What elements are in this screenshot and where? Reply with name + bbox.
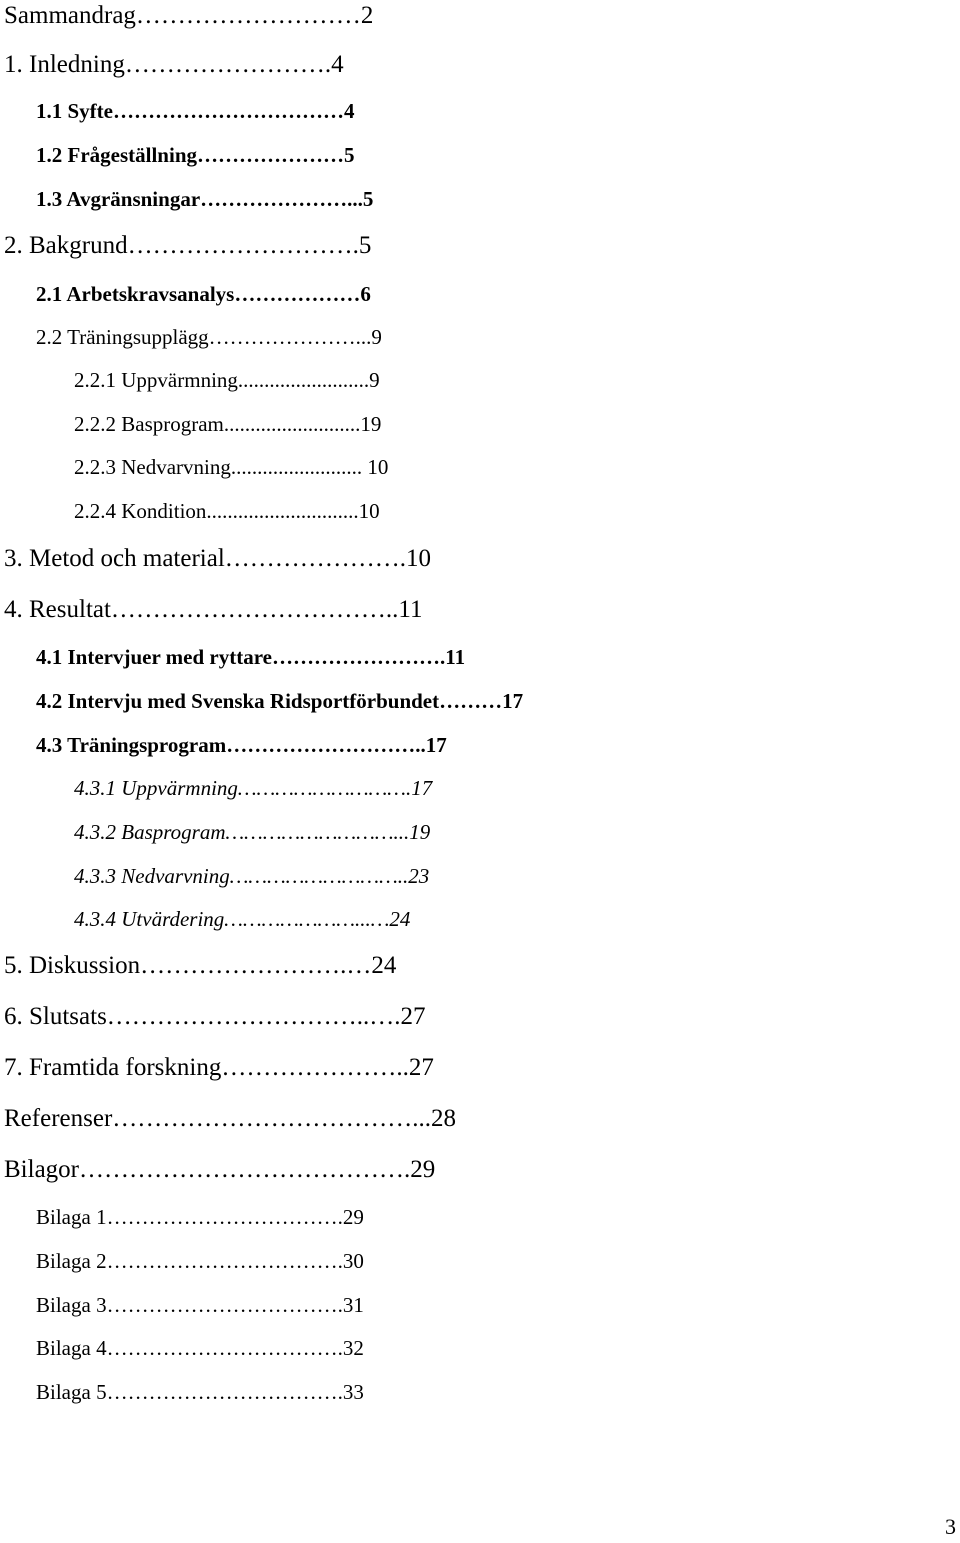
- page-number: 3: [945, 1514, 956, 1539]
- toc-entry-referenser: Referenser………………………………...28: [4, 1105, 457, 1132]
- toc-entry-bilaga-1: Bilaga 1…………………………….29: [36, 1205, 364, 1229]
- toc-entry-uppvarmning: 2.2.1 Uppvärmning.........................9: [74, 368, 380, 392]
- toc-entry-diskussion: 5. Diskussion…………………….…24: [4, 952, 397, 979]
- toc-entry-utvardering: 4.3.4 Utvärdering…………………...…24: [74, 907, 411, 931]
- toc-entry-intervju-srf: 4.2 Intervju med Svenska Ridsportförbundet………17: [36, 689, 524, 713]
- toc-entry-arbetskravsanalys: 2.1 Arbetskravsanalys………………6: [36, 282, 371, 306]
- toc-entry-fragestallning: 1.2 Frågeställning…………………5: [36, 143, 355, 167]
- toc-entry-uppvarmning-2: 4.3.1 Uppvärmning……………………….17: [74, 776, 433, 800]
- toc-entry-bakgrund: 2. Bakgrund……………………….5: [4, 232, 372, 259]
- toc-entry-metod: 3. Metod och material………………….10: [4, 545, 432, 572]
- toc-entry-traningsprogram: 4.3 Träningsprogram………………………..17: [36, 733, 447, 757]
- toc-entry-intervjuer: 4.1 Intervjuer med ryttare…………………….11: [36, 645, 466, 669]
- toc-entry-framtida: 7. Framtida forskning…………………..27: [4, 1054, 434, 1081]
- toc-entry-kondition: 2.2.4 Kondition.............................10: [74, 499, 380, 523]
- toc-entry-bilaga-4: Bilaga 4…………………………….32: [36, 1336, 364, 1360]
- toc-entry-inledning: 1. Inledning…………………….4: [4, 51, 344, 78]
- toc-entry-avgransningar: 1.3 Avgränsningar…………………...5: [36, 187, 374, 211]
- toc-entry-bilaga-3: Bilaga 3…………………………….31: [36, 1293, 364, 1317]
- toc-entry-syfte: 1.1 Syfte……………………………4: [36, 99, 355, 123]
- toc-entry-basprogram-2: 4.3.2 Basprogram………………………...19: [74, 820, 431, 844]
- toc-entry-bilaga-2: Bilaga 2…………………………….30: [36, 1249, 364, 1273]
- toc-entry-nedvarvning: 2.2.3 Nedvarvning......................... 10: [74, 455, 389, 479]
- toc-entry-nedvarvning-2: 4.3.3 Nedvarvning………………………..23: [74, 864, 430, 888]
- toc-entry-basprogram: 2.2.2 Basprogram..........................19: [74, 412, 382, 436]
- toc-entry-bilaga-5: Bilaga 5…………………………….33: [36, 1380, 364, 1404]
- toc-entry-sammandrag: Sammandrag………………………2: [4, 2, 374, 29]
- toc-entry-bilagor: Bilagor………………………………….29: [4, 1156, 436, 1183]
- toc-entry-resultat: 4. Resultat……………………………..11: [4, 596, 423, 623]
- toc-entry-traningsupplagg: 2.2 Träningsupplägg…………………...9: [36, 325, 382, 349]
- toc-entry-slutsats: 6. Slutsats…………………………..….27: [4, 1003, 426, 1030]
